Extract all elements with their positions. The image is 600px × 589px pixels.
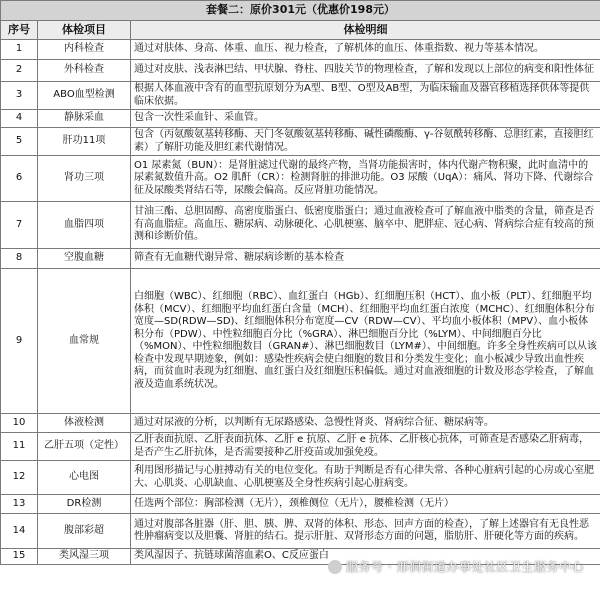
row-description: 筛查有无血糖代谢异常、糖尿病诊断的基本检查: [131, 249, 600, 269]
table-row: [1, 40, 600, 60]
table-row: [1, 82, 600, 110]
table-row: [1, 433, 600, 461]
watermark: [328, 558, 584, 575]
table-row: [1, 461, 600, 495]
wechat-icon: [328, 560, 342, 574]
table-row: [1, 60, 600, 82]
table-row: [1, 110, 600, 128]
row-item: 静脉采血: [38, 110, 131, 128]
row-number: 4: [1, 110, 38, 128]
row-description: 任选两个部位：胸部检测（无片），颈椎侧位（无片），腰椎检测（无片）: [131, 495, 600, 514]
table-row: [1, 514, 600, 549]
row-number: 10: [1, 414, 38, 433]
table-title-row: [1, 1, 600, 21]
row-description: 乙肝表面抗原、乙肝表面抗体、乙肝 e 抗原、乙肝 e 抗体、乙肝核心抗体，可筛查是否感染乙肝病毒，是否产生乙肝抗体，是否需要接种乙肝疫苗或加强免疫。: [131, 433, 600, 461]
header-item: 体检项目: [38, 21, 131, 40]
row-number: 14: [1, 514, 38, 549]
table-row: [1, 202, 600, 249]
row-item: DR检测: [38, 495, 131, 514]
table-row: [1, 495, 600, 514]
row-description: 利用图形描记与心脏搏动有关的电位变化。有助于判断是否有心律失常、各种心脏病引起的心房或心室肥大、心肌炎、心肌缺血、心肌梗塞及全身性疾病引起心脏病变。: [131, 461, 600, 495]
row-item: 空腹血糖: [38, 249, 131, 269]
header-row: [1, 21, 600, 40]
row-item: 肝功11项: [38, 128, 131, 156]
row-number: 9: [1, 269, 38, 414]
row-item: 肾功三项: [38, 156, 131, 202]
row-item: 内科检查: [38, 40, 131, 60]
table-row: [1, 249, 600, 269]
row-description: 类风湿因子、抗链球菌溶血素O、C反应蛋白: [131, 549, 600, 565]
table-row: [1, 269, 600, 414]
row-description: 白细胞（WBC）、红细胞（RBC）、血红蛋白（HGb）、红细胞压积（HCT）、血小板（PLT）、红细胞平均体积（MCV）、红细胞平均血红蛋白含量（MCH）、红细胞平均血红蛋白浓度（MCHC）、红细胞体积分布宽度—SD(RDW—SD)、红细胞体积分布宽度—CV（RDW—CV）、平均血小板体积（MPV）、血小板体积分布（PDW）、中性粒细胞百分比（%GRA）、淋巴细胞百分比（%LYM）、中间细胞百分比（%MON）、中性粒细胞数目（GRAN#）、淋巴细胞数目（LYM#）、中间细胞。许多全身性疾病可以从该检查中发现早期迹象，例如：感染性疾病会使白细胞的数目和分类发生变化；血小板减少导致出血性疾病，而贫血时表现为红细胞、血红蛋白及红细胞压积偏低。通过对血液细胞的计数及形态学检查，了解血液及造血系统状况。: [131, 269, 600, 414]
row-number: 1: [1, 40, 38, 60]
row-item: 体液检测: [38, 414, 131, 433]
table-row: [1, 156, 600, 202]
row-number: 15: [1, 549, 38, 565]
row-item: ABO血型检测: [38, 82, 131, 110]
row-item: 血常规: [38, 269, 131, 414]
row-description: O1 尿素氮（BUN）：是肾脏滤过代谢的最终产物，当肾功能损害时，体内代谢产物积聚，此时血清中的尿素氮数值升高。O2 肌酐（CR）：检测肾脏的排泄功能。O3 尿酸（UqA）：痛风、肾功下降、代谢综合征及尿酸类肾结石等，尿酸会偏高。反应肾脏功能情况。: [131, 156, 600, 202]
row-item: 外科检查: [38, 60, 131, 82]
row-number: 7: [1, 202, 38, 249]
row-description: 通过对尿液的分析，以判断有无尿路感染、急慢性肾炎、肾病综合征、糖尿病等。: [131, 414, 600, 433]
table-row: [1, 414, 600, 433]
table-row: [1, 128, 600, 156]
row-item: 血脂四项: [38, 202, 131, 249]
row-number: 2: [1, 60, 38, 82]
row-item: 类风湿三项: [38, 549, 131, 565]
row-number: 6: [1, 156, 38, 202]
row-number: 13: [1, 495, 38, 514]
row-number: 8: [1, 249, 38, 269]
row-number: 3: [1, 82, 38, 110]
row-description: 通过对皮肤、浅表淋巴结、甲状腺、脊柱、四肢关节的物理检查，了解和发现以上部位的病变和阳性体征: [131, 60, 600, 82]
row-item: 心电图: [38, 461, 131, 495]
row-number: 11: [1, 433, 38, 461]
package-title: 套餐二：原价301元（优惠价198元）: [1, 1, 600, 21]
row-description: 通过对腹部各脏器（肝、胆、胰、脾、双肾的体积、形态、回声方面的检查），了解上述器官有无良性恶性肿瘤病变以及胆囊、肾脏的结石。提示肝脏、双肾形态方面的问题，脂肪肝、肝硬化等方面的疾病。: [131, 514, 600, 549]
row-item: 腹部彩超: [38, 514, 131, 549]
row-description: 通过对肤体、身高、体重、血压、视力检查，了解机体的血压、体重指数、视力等基本情况。: [131, 40, 600, 60]
header-no: 序号: [1, 21, 38, 40]
row-description: 包含一次性采血针、采血管。: [131, 110, 600, 128]
row-number: 12: [1, 461, 38, 495]
watermark-text: 服务号 · 邢侗街道办事处社区卫生服务中心: [346, 560, 584, 574]
row-description: 包含（丙氨酸氨基转移酶、天门冬氨酸氨基转移酶、碱性磷酸酶、γ-谷氨酰转移酶、总胆红素，直接胆红素）了解肝功能及胆红素代谢情况。: [131, 128, 600, 156]
row-description: 根据人体血液中含有的血型抗原划分为A型、B型、O型及AB型，为临床输血及器官移植选择供体等提供临床依据。: [131, 82, 600, 110]
row-number: 5: [1, 128, 38, 156]
row-description: 甘油三酯、总胆固醇、高密度脂蛋白、低密度脂蛋白；通过血液检查可了解血液中脂类的含量，筛查是否有高血脂症。高血压、糖尿病、动脉硬化、心肌梗塞、脑卒中、肥胖症、冠心病、肾病综合症有较高的预测和诊断价值。: [131, 202, 600, 249]
row-item: 乙肝五项（定性）: [38, 433, 131, 461]
header-desc: 体检明细: [131, 21, 600, 40]
